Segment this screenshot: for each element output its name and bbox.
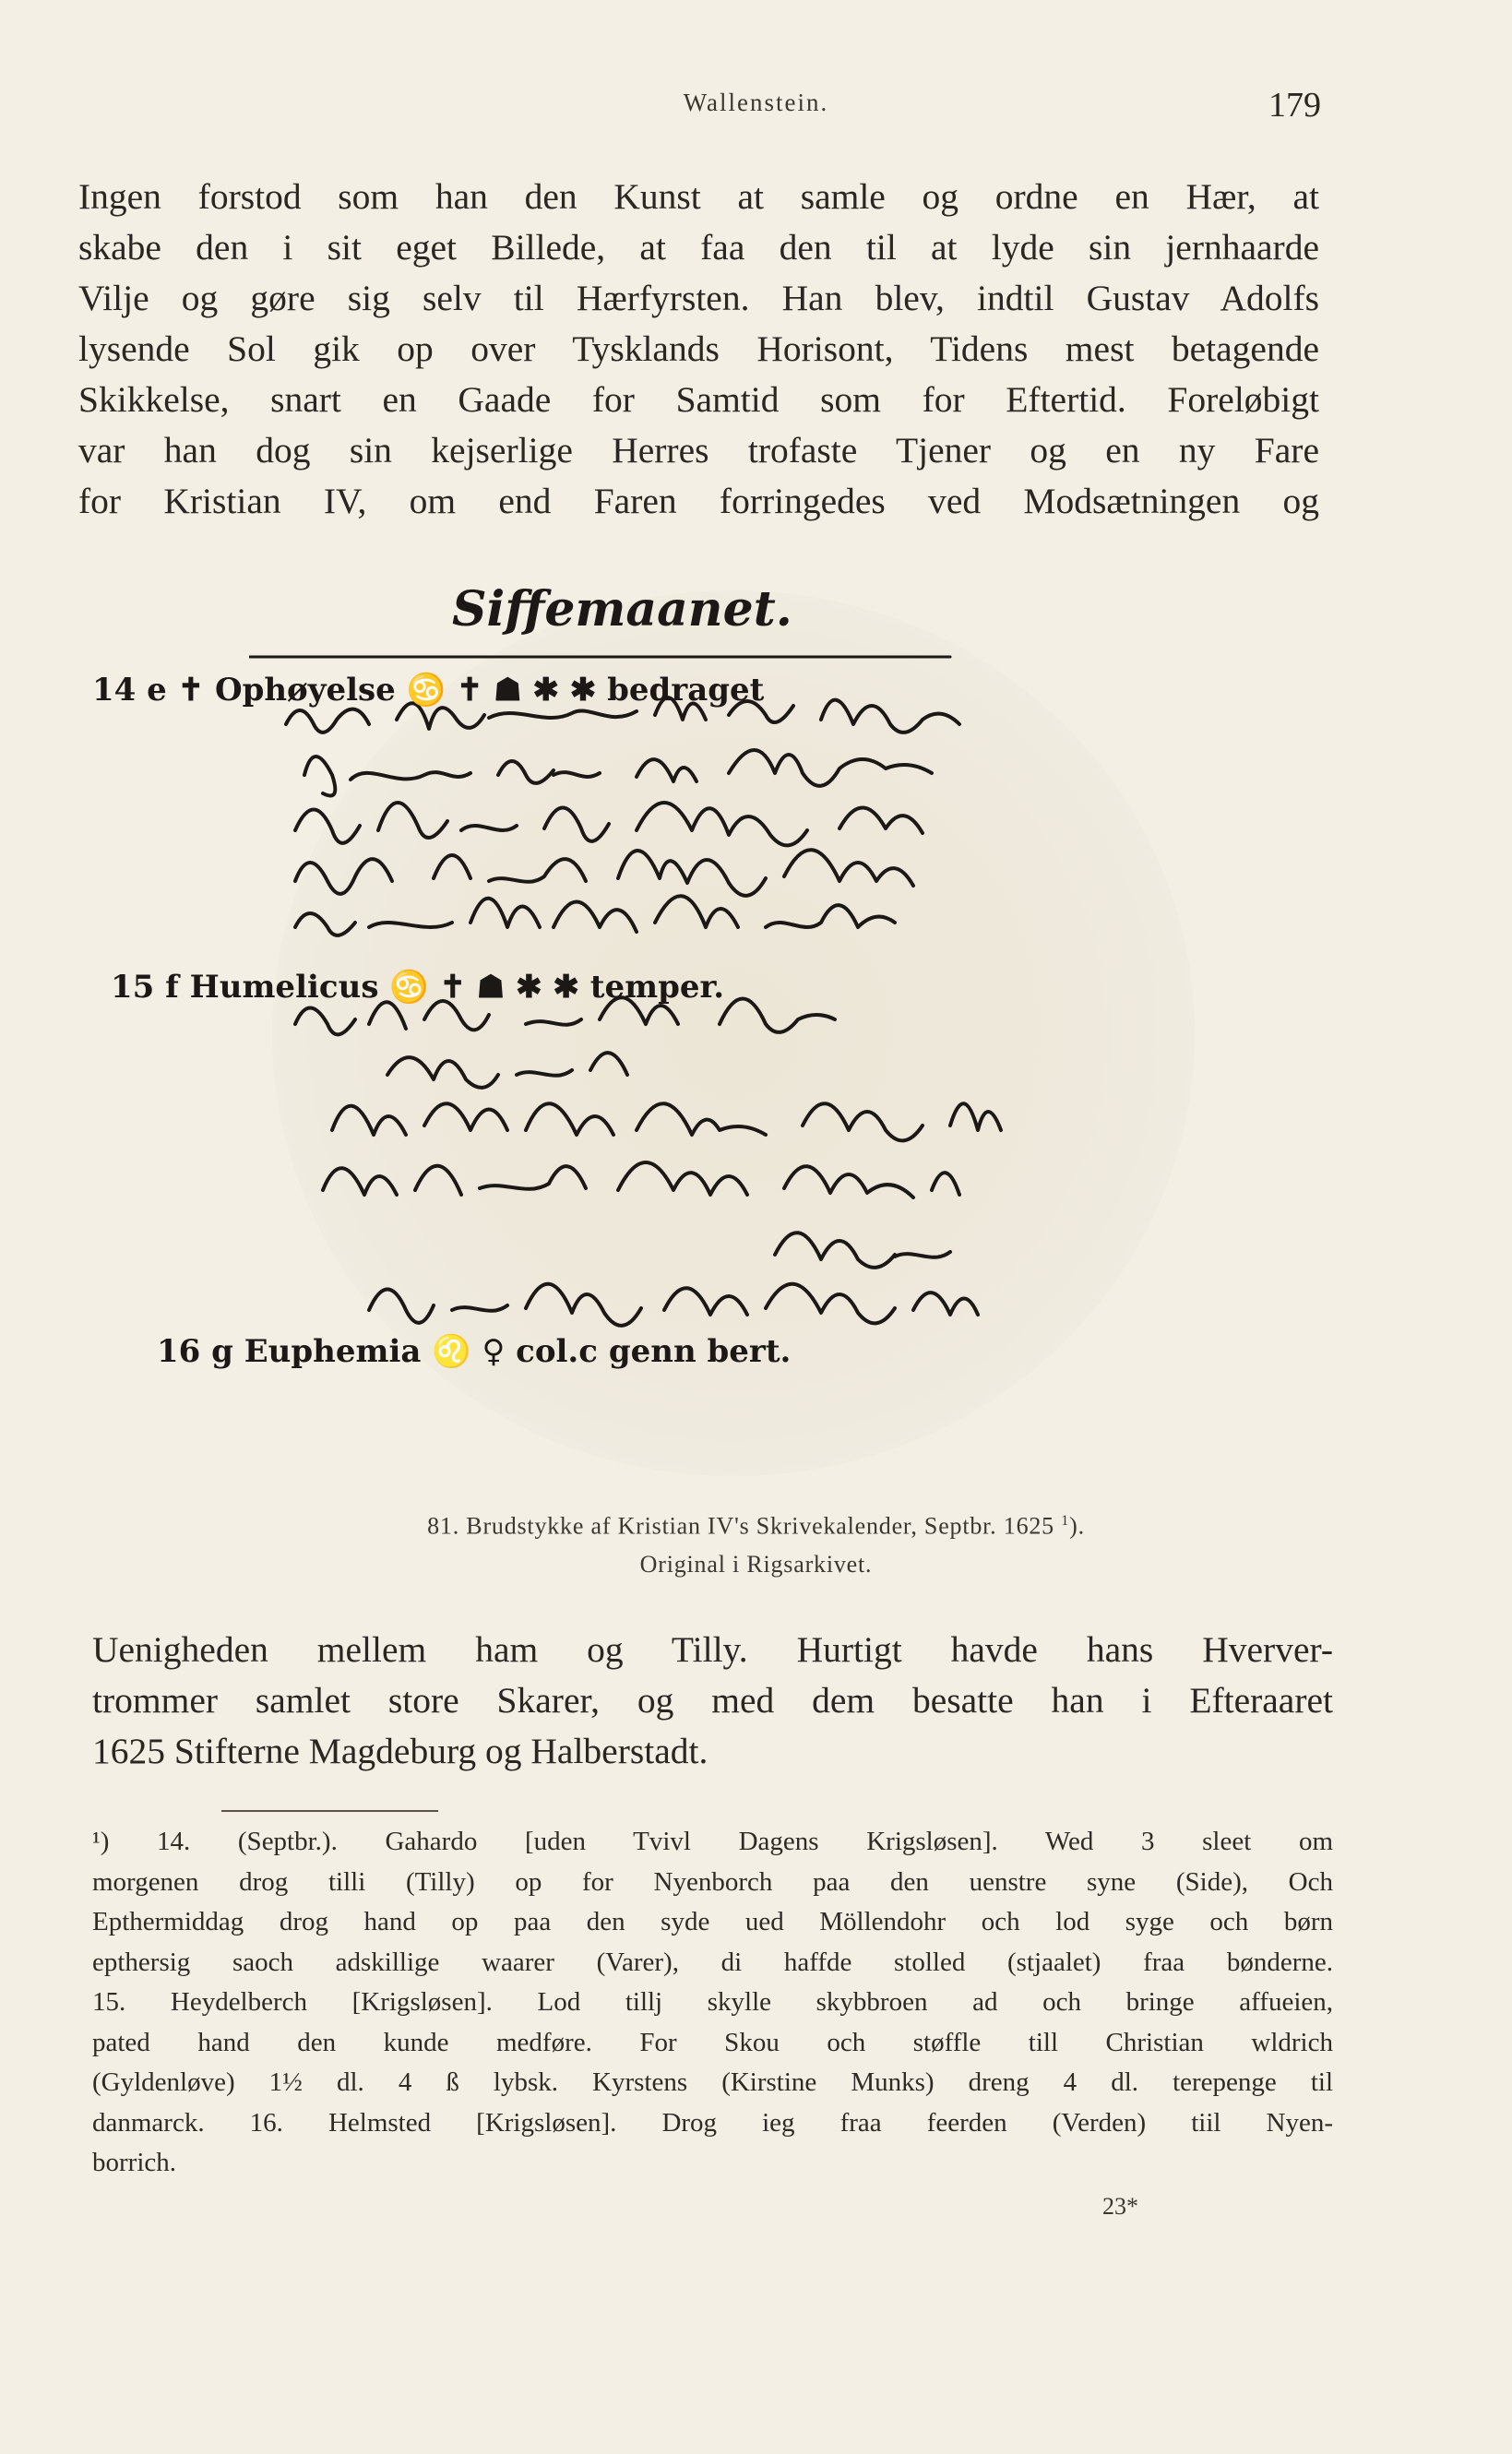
footnote-line: (Gyldenløve) 1½ dl. 4 ß lybsk. Kyrstens (Kirstine Munks) dreng 4 dl. terepenge til: [92, 2067, 1333, 2097]
caption-close: ).: [1069, 1512, 1085, 1540]
handwritten-notes-block-2: [295, 997, 1001, 1197]
text-line: for Kristian IV, om end Faren forringedes ved Modsætningen og: [78, 481, 1319, 521]
figure-caption: [0, 1502, 1512, 1583]
calendar-entry-14: 14 e ✝ Ophøyelse ♋ ✝ ☗ ✱ ✱ bedraget: [92, 672, 765, 709]
manuscript-facsimile: [92, 554, 1227, 1476]
footnote-line: Epthermiddag drog hand op paa den syde ued Möllendohr och lod syge och børn: [92, 1907, 1333, 1936]
paragraph-top: [78, 172, 1319, 527]
footnote: [92, 1822, 1333, 2184]
text-line: Skikkelse, snart en Gaade for Samtid som for Eftertid. Foreløbigt: [78, 379, 1319, 420]
handwritten-notes-block-1: [286, 697, 959, 935]
text-line: Vilje og gøre sig selv til Hærfyrsten. Han blev, indtil Gustav Adolfs: [78, 278, 1319, 318]
footnote-line: borrich.: [92, 2148, 176, 2177]
text-line: trommer samlet store Skarer, og med dem besatte han i Efteraaret: [92, 1680, 1333, 1721]
footnote-line: ¹) 14. (Septbr.). Gahardo [uden Tvivl Dagens Krigsløsen]. Wed 3 sleet om: [92, 1827, 1333, 1856]
page-number: 179: [1268, 86, 1321, 125]
running-head: Wallenstein.: [683, 89, 829, 116]
text-line: skabe den i sit eget Billede, at faa den til at lyde sin jernhaarde: [78, 227, 1319, 268]
text-line: var han dog sin kejserlige Herres trofaste Tjener og en ny Fare: [78, 430, 1319, 471]
text-line: lysende Sol gik op over Tysklands Horisont, Tidens mest betagende: [78, 328, 1319, 369]
handwritten-notes-block-3: [369, 1233, 978, 1326]
text-line: Uenigheden mellem ham og Tilly. Hurtigt havde hans Hverver-: [92, 1629, 1333, 1670]
paragraph-bottom: [92, 1625, 1333, 1777]
footnote-line: epthersig saoch adskillige waarer (Varer), di haffde stolled (stjaalet) fraa bønderne.: [92, 1947, 1333, 1977]
text-line: 1625 Stifterne Magdeburg og Halberstadt.: [92, 1731, 708, 1771]
caption-footnote-ref: 1: [1061, 1513, 1070, 1529]
footnote-line: pated hand den kunde medføre. For Skou och støffle till Christian wldrich: [92, 2027, 1333, 2057]
calendar-heading: Siffemaanet.: [452, 581, 792, 637]
caption-line-2: Original i Rigsarkivet.: [639, 1550, 873, 1578]
footnote-line: danmarck. 16. Helmsted [Krigsløsen]. Drog ieg fraa feerden (Verden) tiil Nyen-: [92, 2107, 1333, 2138]
signature-mark: 23*: [1102, 2193, 1138, 2220]
text-line: Ingen forstod som han den Kunst at samle og ordne en Hær, at: [78, 176, 1319, 217]
calendar-entry-16: 16 g Euphemia ♌ ♀ col.c genn bert.: [157, 1333, 792, 1370]
footnote-line: 15. Heydelberch [Krigsløsen]. Lod tillj skylle skybbroen ad och bringe affueien,: [92, 1987, 1333, 2017]
footnote-divider: [221, 1810, 438, 1812]
calendar-entry-15: 15 f Humelicus ♋ ✝ ☗ ✱ ✱ temper.: [111, 969, 725, 1006]
caption-line-1: 81. Brudstykke af Kristian IV's Skrivekalender, Septbr. 1625: [427, 1512, 1054, 1540]
footnote-line: morgenen drog tilli (Tilly) op for Nyenborch paa den uenstre syne (Side), Och: [92, 1866, 1333, 1897]
